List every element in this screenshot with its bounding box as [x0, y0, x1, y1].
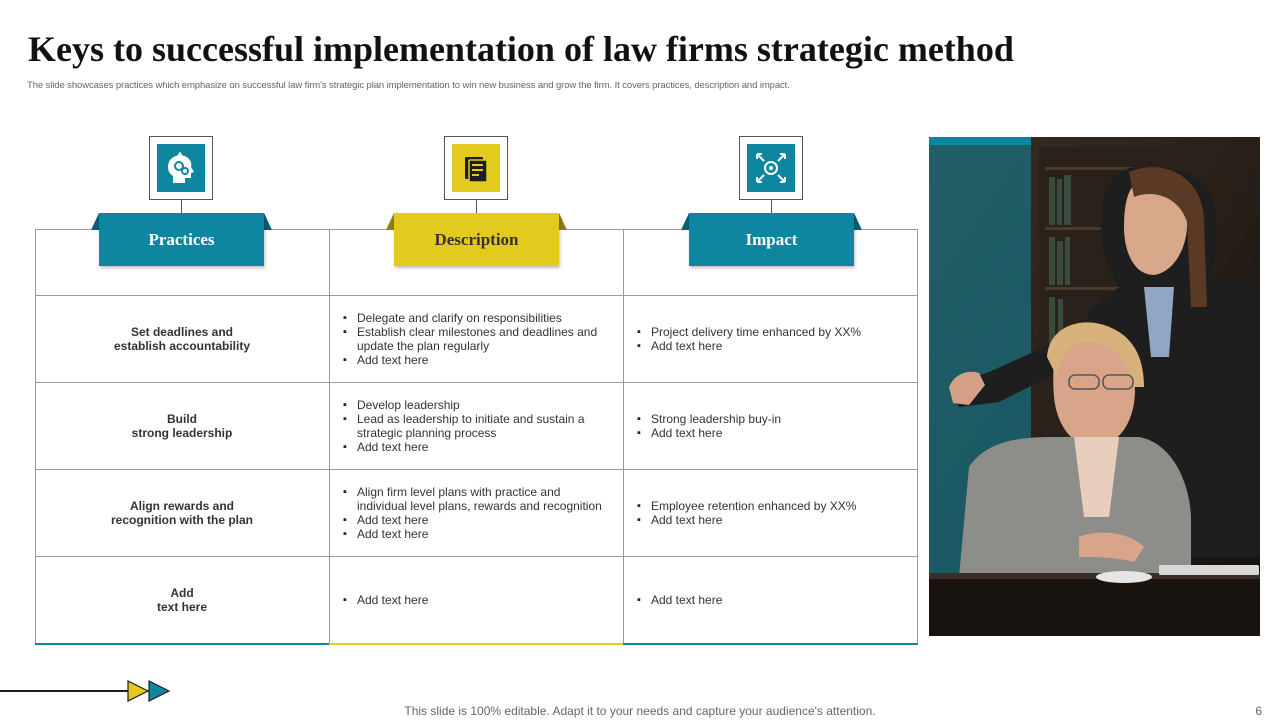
description-bullet: ▪ Add text here [339, 353, 609, 367]
description-bullet: ▪ Add text here [339, 513, 609, 527]
practice-cell [35, 295, 329, 382]
description-cell [339, 556, 609, 643]
impact-bullet: ▪ Strong leadership buy-in [633, 412, 781, 426]
header-description [394, 213, 559, 266]
office-photo [929, 137, 1260, 636]
arrow-decoration-icon [0, 678, 175, 704]
practice-cell [35, 382, 329, 469]
header-description-label: Description [394, 213, 559, 266]
head-gears-icon [157, 144, 205, 192]
target-arrows-icon [747, 144, 795, 192]
description-cell [339, 295, 609, 382]
header-practices [99, 213, 264, 266]
impact-list [633, 499, 856, 527]
table-border-right [917, 229, 918, 644]
impact-bullet: ▪ Employee retention enhanced by XX% [633, 499, 856, 513]
slide-footer: This slide is 100% editable. Adapt it to your needs and capture your audience's attention. [404, 704, 876, 718]
impact-cell [633, 382, 903, 469]
documents-icon [452, 144, 500, 192]
description-bullet: ▪ Develop leadership [339, 398, 609, 412]
description-cell [339, 382, 609, 469]
description-bullet: ▪ Add text here [339, 527, 609, 541]
practice-cell [35, 469, 329, 556]
impact-icon-frame [739, 136, 803, 200]
practice-text: Align rewards and recognition with the plan [111, 498, 253, 527]
impact-bullet: ▪ Add text here [633, 339, 861, 353]
impact-cell [633, 556, 903, 643]
table-bottom-accent-teal [623, 643, 918, 645]
description-bullet: ▪ Add text here [339, 440, 609, 454]
description-list [339, 593, 428, 607]
table-bottom-accent-yellow [329, 643, 623, 645]
description-list [339, 485, 609, 541]
icon-connector [181, 200, 182, 213]
slide-title: Keys to successful implementation of law firms strategic method [28, 29, 1014, 69]
impact-bullet: ▪ Project delivery time enhanced by XX% [633, 325, 861, 339]
practice-text: Set deadlines and establish accountability [113, 324, 251, 353]
practice-cell [35, 556, 329, 643]
header-impact [689, 213, 854, 266]
description-bullet: ▪ Establish clear milestones and deadlines and update the plan regularly [339, 325, 609, 353]
header-practices-label: Practices [99, 213, 264, 266]
office-photo-image [929, 137, 1260, 636]
practices-icon-frame [149, 136, 213, 200]
header-impact-label: Impact [689, 213, 854, 266]
impact-cell [633, 295, 903, 382]
table-bottom-accent-teal [35, 643, 329, 645]
icon-connector [476, 200, 477, 213]
impact-list [633, 593, 722, 607]
table-divider-1 [329, 229, 330, 644]
description-bullet: ▪ Add text here [339, 593, 428, 607]
description-list [339, 311, 609, 367]
impact-bullet: ▪ Add text here [633, 426, 781, 440]
description-bullet: ▪ Align firm level plans with practice and individual level plans, rewards and recognition [339, 485, 609, 513]
impact-bullet: ▪ Add text here [633, 513, 856, 527]
description-list [339, 398, 609, 454]
table-divider-2 [623, 229, 624, 644]
impact-cell [633, 469, 903, 556]
description-bullet: ▪ Delegate and clarify on responsibilities [339, 311, 609, 325]
practice-text: Add text here [156, 585, 208, 614]
impact-list [633, 412, 781, 440]
description-icon-frame [444, 136, 508, 200]
impact-bullet: ▪ Add text here [633, 593, 722, 607]
impact-list [633, 325, 861, 353]
slide-subtitle: The slide showcases practices which emphasize on successful law firm's strategic plan implementation to win new business and grow the firm. It covers practices, description and impact. [27, 80, 790, 91]
icon-connector [771, 200, 772, 213]
practice-text: Build strong leadership [131, 411, 233, 440]
description-bullet: ▪ Lead as leadership to initiate and sustain a strategic planning process [339, 412, 609, 440]
page-number: 6 [1255, 704, 1262, 718]
description-cell [339, 469, 609, 556]
